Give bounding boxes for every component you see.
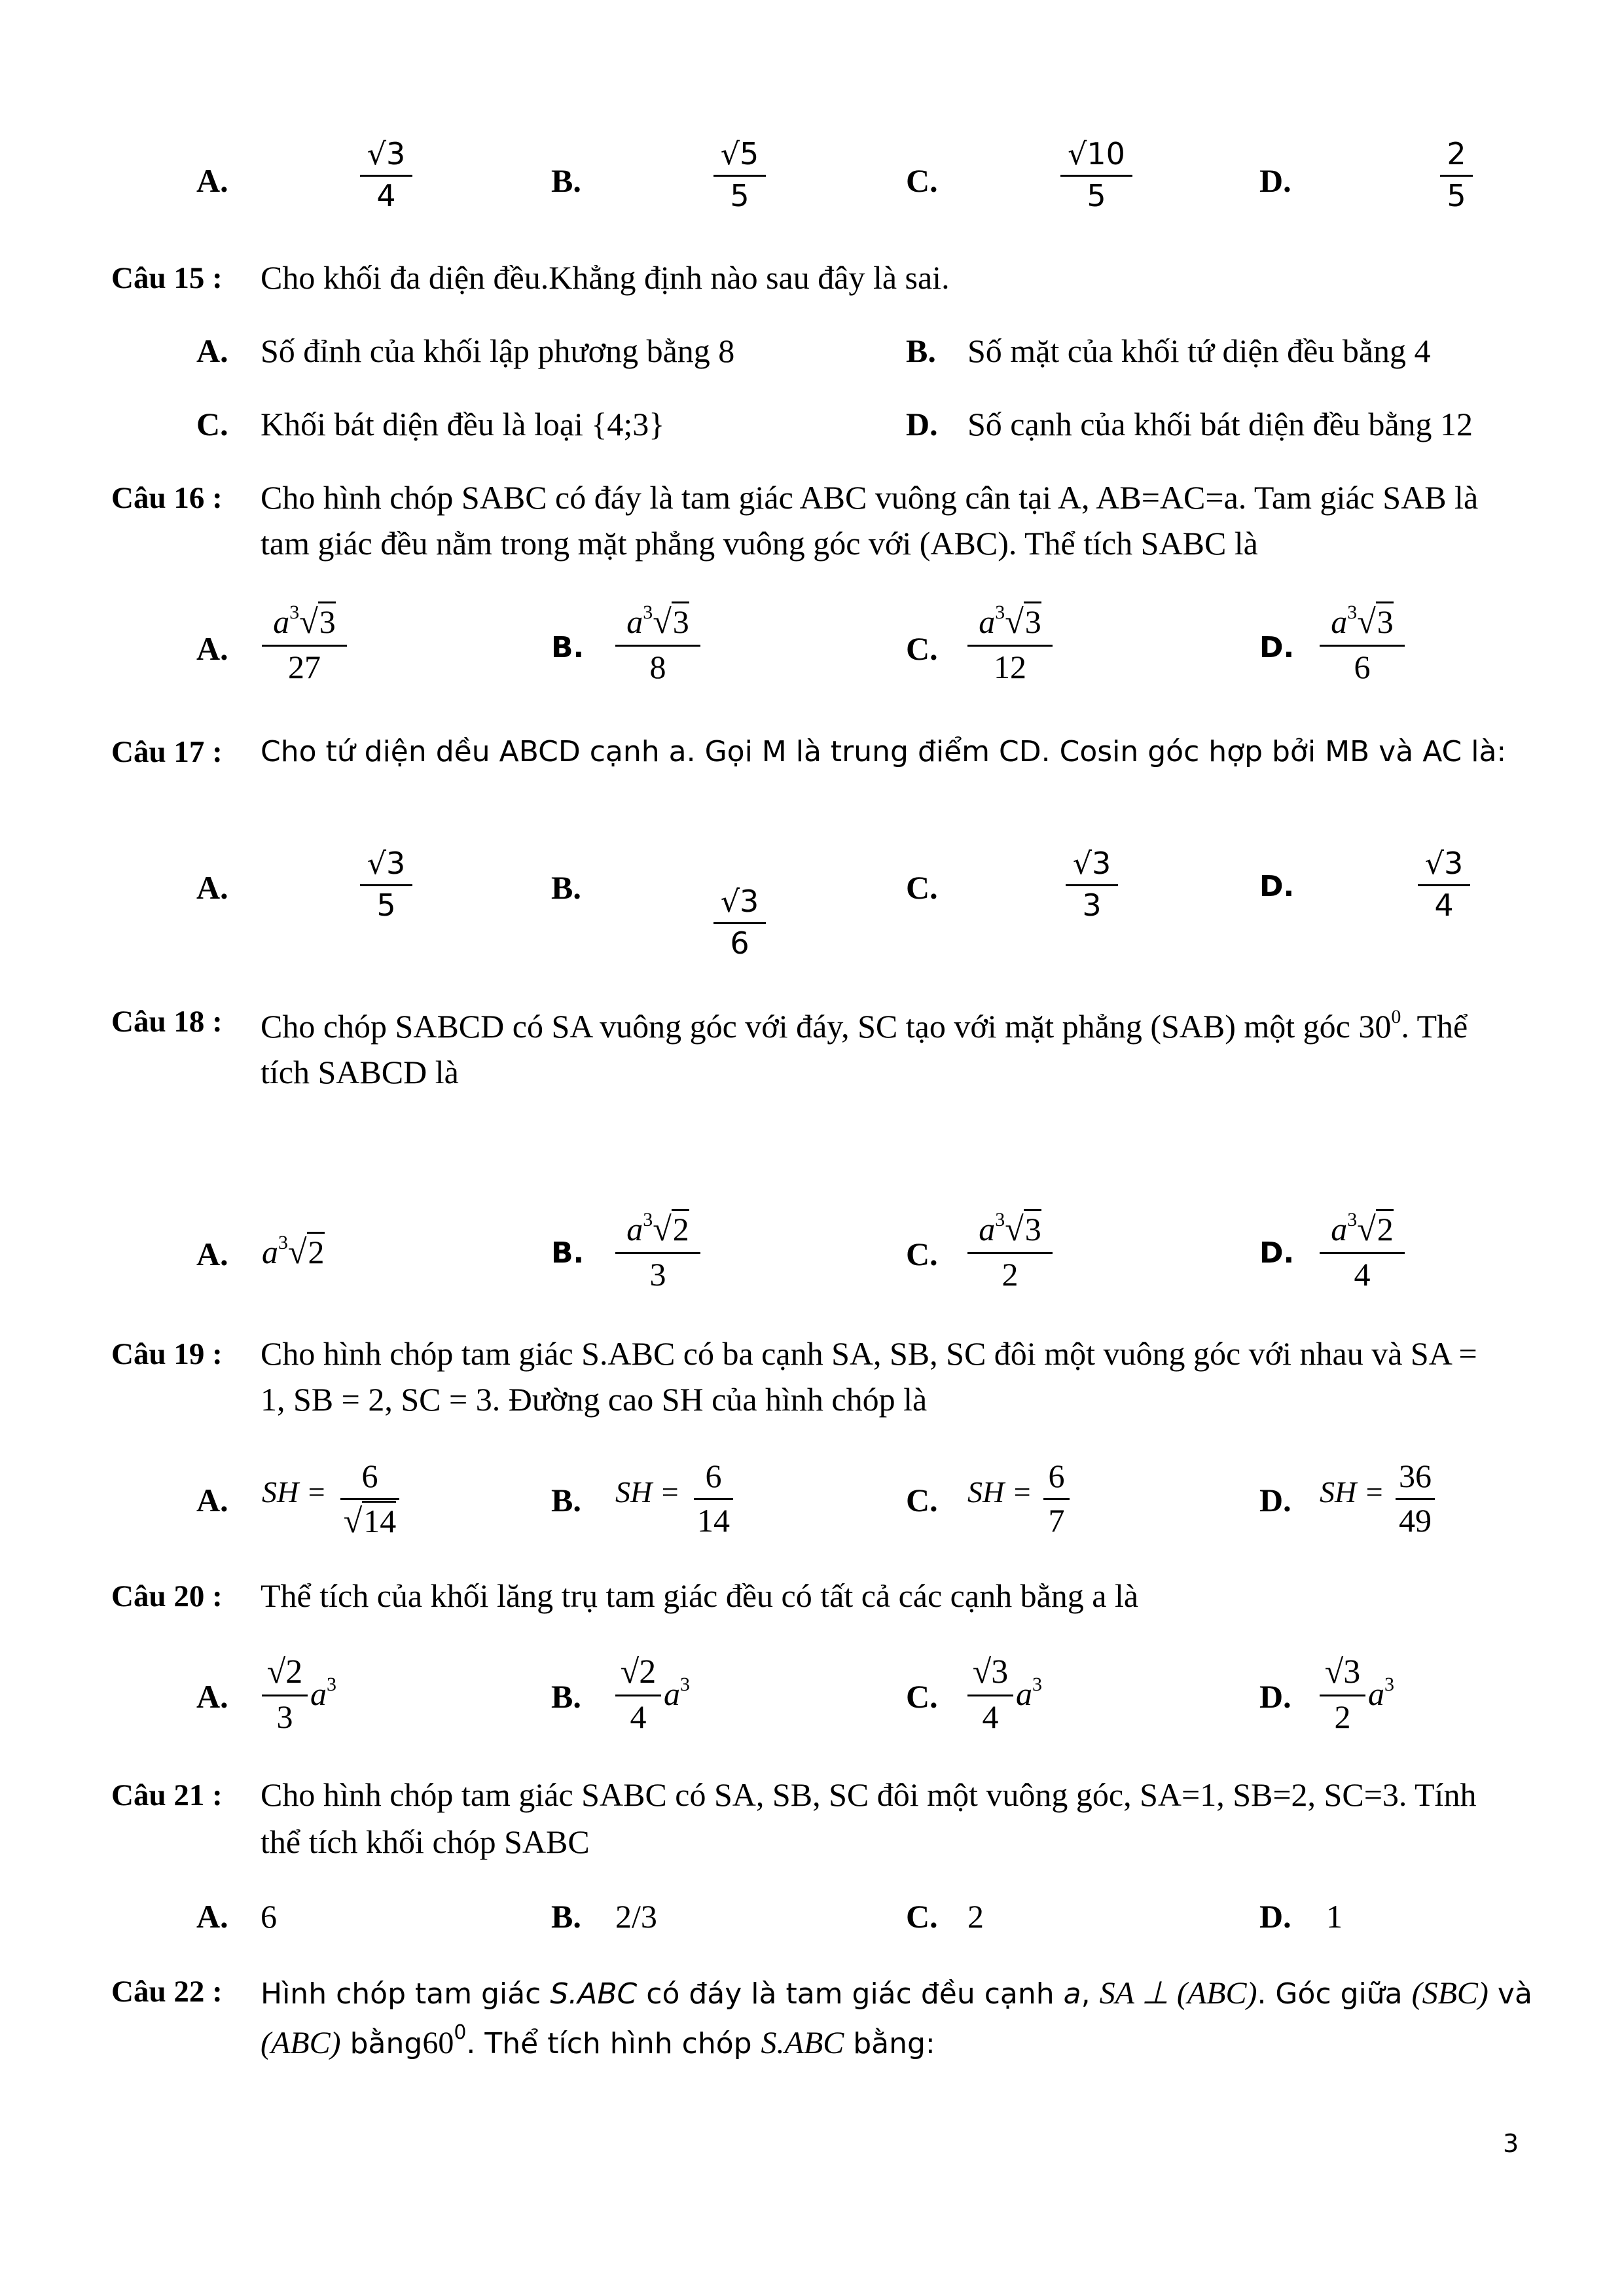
q17-option-b-label: B. [551,869,581,906]
q19-label: Câu 19 : [111,1337,223,1371]
q16-option-d-label: D. [1259,631,1295,664]
q19-option-a-fraction: 6 √14 [340,1458,399,1540]
q17-option-a-fraction: √3 5 [360,847,412,922]
q20-option-d-variable: $a^3$ [1368,1674,1394,1712]
q16-option-a-label: A. [196,630,228,667]
page-number: 3 [1503,2129,1519,2158]
q17-option-d-fraction: √3 4 [1418,847,1470,922]
q15-option-b-text: Số mặt của khối tứ diện đều bằng 4 [967,332,1431,369]
q19-option-a-lhs: SH = [262,1475,327,1509]
q21-option-c-text: 2 [967,1898,984,1935]
q16-option-b-fraction: $a^3√3$ 8 [615,603,700,685]
q21-option-d-label: D. [1259,1898,1291,1935]
q20-option-a-fraction: √2 3 [262,1653,308,1735]
q15-option-d-text: Số cạnh của khối bát diện đều bằng 12 [967,406,1473,442]
q18-option-b-fraction: $a^3√2$ 3 [615,1211,700,1293]
q18-option-b-label: B. [551,1236,585,1270]
q17-option-a-label: A. [196,869,228,906]
q20-option-d-label: D. [1259,1678,1291,1715]
q20-option-a-label: A. [196,1678,228,1715]
q21-label: Câu 21 : [111,1778,223,1812]
q19-option-d-label: D. [1259,1482,1291,1518]
q15-option-c-text: Khối bát diện đều là loại {4;3} [261,406,665,442]
q16-option-a-fraction: $a^3√3$ 27 [262,603,347,685]
q15-option-a-label: A. [196,332,228,369]
q19-option-c-label: C. [906,1482,938,1518]
q22-label: Câu 22 : [111,1975,223,2009]
q16-option-c-label: C. [906,630,938,667]
q15-label: Câu 15 : [111,261,223,295]
q20-label: Câu 20 : [111,1579,223,1613]
q15-text: Cho khối đa diện đều.Khẳng định nào sau đây là sai. [261,259,950,296]
q14-option-d-label: D. [1259,162,1291,199]
q20-option-b-fraction: √2 4 [615,1653,661,1735]
q21-option-a-text: 6 [261,1898,277,1935]
q22-text-line1: Hình chóp tam giác S.ABC có đáy là tam giác đều cạnh a, SA ⊥ (ABC). Góc giữa (SBC) và [261,1976,1532,2011]
q17-option-d-label: D. [1259,870,1295,903]
q19-option-b-label: B. [551,1482,581,1518]
q16-option-b-label: B. [551,631,585,664]
q17-label: Câu 17 : [111,735,223,769]
q19-option-a-label: A. [196,1482,228,1518]
q21-option-a-label: A. [196,1898,228,1935]
q17-option-b-fraction: √3 6 [713,885,766,960]
q18-option-c-label: C. [906,1236,938,1272]
q16-label: Câu 16 : [111,481,223,515]
q19-option-c-fraction: 6 7 [1043,1458,1070,1539]
q14-option-c-label: C. [906,162,938,199]
q14-option-c-fraction: √10 5 [1060,137,1132,212]
q19-option-b-lhs: SH = [615,1475,680,1509]
q19-text-line1: Cho hình chóp tam giác S.ABC có ba cạnh SA, SB, SC đôi một vuông góc với nhau và SA = [261,1335,1477,1372]
q17-option-c-fraction: √3 3 [1066,847,1118,922]
q22-text-line2: (ABC) $bằng60^0$. Thể tích hình chóp S.ABC bằng: [261,2021,935,2060]
q18-option-a-label: A. [196,1236,228,1272]
q16-text-line2: tam giác đều nằm trong mặt phẳng vuông góc với (ABC). Thể tích SABC là [261,525,1258,562]
q16-option-d-fraction: $a^3√3$ 6 [1320,603,1405,685]
q19-option-d-lhs: SH = [1320,1475,1384,1509]
q18-option-d-label: D. [1259,1236,1295,1270]
q16-text-line1: Cho hình chóp SABC có đáy là tam giác ABC vuông cân tại A, AB=AC=a. Tam giác SAB là [261,479,1479,516]
q14-option-a-fraction: √3 4 [360,137,412,212]
q18-text-line2: tích SABCD là [261,1054,459,1090]
q21-option-d-text: 1 [1326,1898,1343,1935]
q15-option-d-label: D. [906,406,938,442]
q21-option-b-text: 2/3 [615,1898,657,1935]
q18-option-d-fraction: $a^3√2$ 4 [1320,1211,1405,1293]
q20-option-a-variable: $a^3$ [310,1674,336,1712]
q18-option-c-fraction: $a^3√3$ 2 [967,1211,1053,1293]
q20-option-b-variable: $a^3$ [664,1674,690,1712]
q15-option-a-text: Số đỉnh của khối lập phương bằng 8 [261,332,735,369]
q20-text: Thể tích của khối lăng trụ tam giác đều có tất cả các cạnh bằng a là [261,1577,1139,1614]
q19-option-d-fraction: 36 49 [1396,1458,1435,1539]
q14-option-d-fraction: 2 5 [1440,137,1473,212]
q15-option-c-label: C. [196,406,228,442]
q21-text-line2: thể tích khối chóp SABC [261,1823,590,1860]
q18-option-a-expression: $a^3√2$ [262,1232,325,1271]
q20-option-c-fraction: √3 4 [967,1653,1013,1735]
q20-option-d-fraction: √3 2 [1320,1653,1365,1735]
q19-option-b-fraction: 6 14 [694,1458,733,1539]
q14-option-b-label: B. [551,162,581,199]
q14-option-b-fraction: √5 5 [713,137,766,212]
q20-option-b-label: B. [551,1678,581,1715]
q16-option-c-fraction: $a^3√3$ 12 [967,603,1053,685]
q19-option-c-lhs: SH = [967,1475,1032,1509]
q15-option-b-label: B. [906,332,936,369]
q21-option-b-label: B. [551,1898,581,1935]
q21-text-line1: Cho hình chóp tam giác SABC có SA, SB, SC đôi một vuông góc, SA=1, SB=2, SC=3. Tính [261,1776,1477,1813]
q17-text: Cho tứ diện dều ABCD cạnh a. Gọi M là trung điểm CD. Cosin góc hợp bởi MB và AC là: [261,735,1507,768]
q17-option-c-label: C. [906,869,938,906]
q21-option-c-label: C. [906,1898,938,1935]
q19-text-line2: 1, SB = 2, SC = 3. Đường cao SH của hình chóp là [261,1381,928,1418]
q14-option-a-label: A. [196,162,228,199]
q18-text-line1: Cho chóp SABCD có SA vuông góc với đáy, SC tạo với mặt phẳng (SAB) một góc $30^0$. Thể [261,1006,1468,1045]
q20-option-c-variable: $a^3$ [1016,1674,1042,1712]
q18-label: Câu 18 : [111,1005,223,1039]
q20-option-c-label: C. [906,1678,938,1715]
